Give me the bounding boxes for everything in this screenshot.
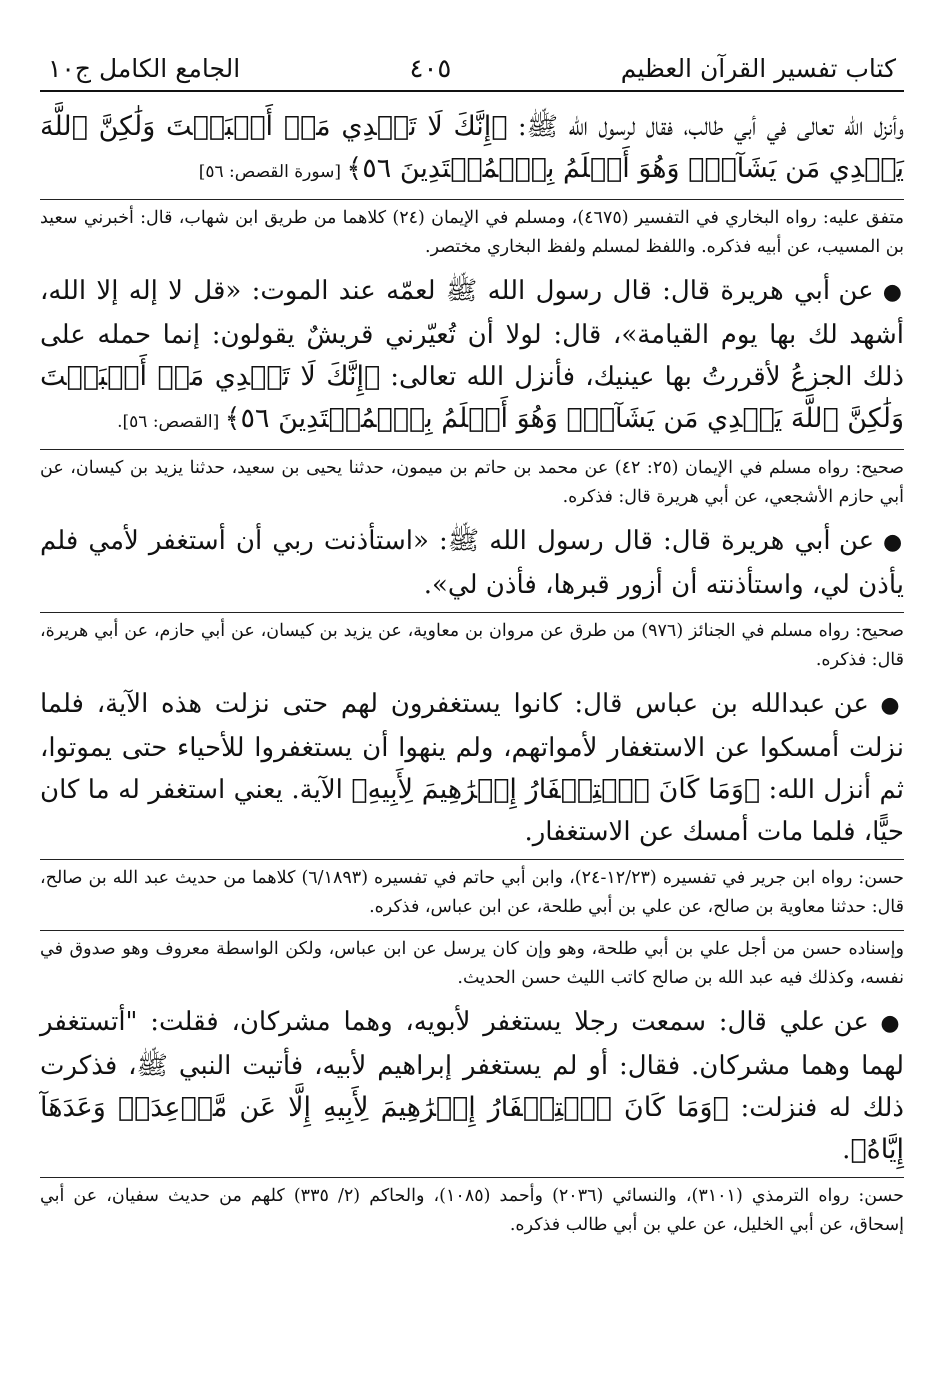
takhrij-note: حسن: رواه ابن جرير في تفسيره (١٢/٢٣-٢٤)، وابن أبي حاتم في تفسيره (٦/١٨٩٣) كلاهما من حديث عبد الله بن صالح، قال: حدثنا معاوية بن صالح، عن علي بن أبي طلحة، عن ابن عباس، فذكره. xyxy=(40,859,904,922)
main-text: عن علي قال: سمعت رجلا يستغفر لأبويه، وهما مشركان، فقلت: "أتستغفر لهما وهما مشركان. فقال: أو لم يستغفر إبراهيم لأبيه، فأتيت النبي ﷺ، فذكرت ذلك له فنزلت: xyxy=(40,1007,905,1123)
main-text-end: . xyxy=(842,1135,851,1165)
main-text-continued: الآية. يعني استغفر له ما كان حيًّا، فلما مات أمسك عن الاستغفار. xyxy=(40,775,904,847)
quran-verse: ﴿وَمَا كَانَ ٱسۡتِغۡفَارُ إِبۡرَٰهِيمَ لِأَبِيهِ﴾ xyxy=(351,774,761,805)
series-title: الجامع الكامل ج١٠ xyxy=(48,54,241,83)
isnad-note: وإسناده حسن من أجل علي بن أبي طلحة، وهو وإن كان يرسل عن ابن عباس، ولكن الواسطة معروف وهو صدوق في نفسه، وكذلك فيه عبد الله بن صالح كاتب الليث حسن الحديث. xyxy=(40,930,904,993)
takhrij-note: صحيح: رواه مسلم في الجنائز (٩٧٦) من طرق عن مروان بن معاوية، عن يزيد بن كيسان، عن أبي حازم، عن أبي هريرة، قال: فذكره. xyxy=(40,612,904,675)
bullet-icon: ● xyxy=(874,530,904,555)
main-text: عن أبي هريرة قال: قال رسول الله ﷺ لعمّه عند الموت: «قل لا إله إلا الله، أشهد لك بها يوم القيامة»، قال: لولا أن تُعيّرني قريشٌ يقولون: إنما حمله على ذلك الجزعُ لأقررتُ بها عينيك، فأنزل الله تعالى: xyxy=(40,276,904,392)
main-text: وأنزل الله تعالى في أبي طالب، فقال لرسول الله ﷺ: xyxy=(507,112,904,142)
page-number: ٤٠٥ xyxy=(409,54,452,84)
hadith-text xyxy=(40,106,904,193)
takhrij-note: صحيح: رواه مسلم في الإيمان (٢٥: ٤٢) عن محمد بن حاتم بن ميمون، حدثنا يحيى بن سعيد، حدثنا يزيد بن كيسان، عن أبي حازم الأشجعي، عن أبي هريرة قال: فذكره. xyxy=(40,449,904,512)
verse-reference: [سورة القصص: ٥٦] xyxy=(198,162,347,182)
hadith-text xyxy=(40,520,904,606)
verse-reference: [القصص: ٥٦]. xyxy=(117,412,225,432)
hadith-text xyxy=(40,1001,904,1171)
bullet-icon: ● xyxy=(873,280,904,305)
main-text: عن عبدالله بن عباس قال: كانوا يستغفرون لهم حتى نزلت هذه الآية، فلما نزلت أمسكوا عن الاستغفار لأمواتهم، ولم ينهوا أن يستغفروا للأحياء حتى يموتوا، ثم أنزل الله: xyxy=(40,689,905,805)
bullet-icon: ● xyxy=(868,1011,904,1036)
page-header xyxy=(40,52,904,92)
quran-verse: ﴿وَمَا كَانَ ٱسۡتِغۡفَارُ إِبۡرَٰهِيمَ لِأَبِيهِ إِلَّا عَن مَّوۡعِدَةٖ وَعَدَهَآ إِيَّاهُ﴾ xyxy=(40,1092,904,1165)
hadith-text xyxy=(40,683,904,853)
takhrij-note: حسن: رواه الترمذي (٣١٠١)، والنسائي (٢٠٣٦) وأحمد (١٠٨٥)، والحاكم (٢/ ٣٣٥) كلهم من حديث سفيان، عن أبي إسحاق، عن أبي الخليل، عن علي بن أبي طالب فذكره. xyxy=(40,1177,904,1240)
quran-verse: ﴿إِنَّكَ لَا تَهۡدِي مَنۡ أَحۡبَبۡتَ وَلَٰكِنَّ ٱللَّهَ يَهۡدِي مَن يَشَآءُۚ وَهُوَ أَعۡلَمُ بِٱلۡمُهۡتَدِينَ ٥٦﴾ xyxy=(40,361,904,434)
bullet-icon: ● xyxy=(868,693,904,718)
hadith-text xyxy=(40,270,904,443)
quran-verse: ﴿إِنَّكَ لَا تَهۡدِي مَنۡ أَحۡبَبۡتَ وَلَٰكِنَّ ٱللَّهَ يَهۡدِي مَن يَشَآءُۚ وَهُوَ أَعۡلَمُ بِٱلۡمُهۡتَدِينَ ٥٦﴾ xyxy=(40,111,904,184)
main-text: عن أبي هريرة قال: قال رسول الله ﷺ: «استأذنت ربي أن أستغفر لأمي فلم يأذن لي، واستأذنته أن أزور قبرها، فأذن لي». xyxy=(40,526,904,600)
book-title: كتاب تفسير القرآن العظيم xyxy=(620,54,896,83)
takhrij-note: متفق عليه: رواه البخاري في التفسير (٤٦٧٥)، ومسلم في الإيمان (٢٤) كلاهما من طريق ابن شهاب، قال: أخبرني سعيد بن المسيب، عن أبيه فذكره. واللفظ لمسلم ولفظ البخاري مختصر. xyxy=(40,199,904,262)
